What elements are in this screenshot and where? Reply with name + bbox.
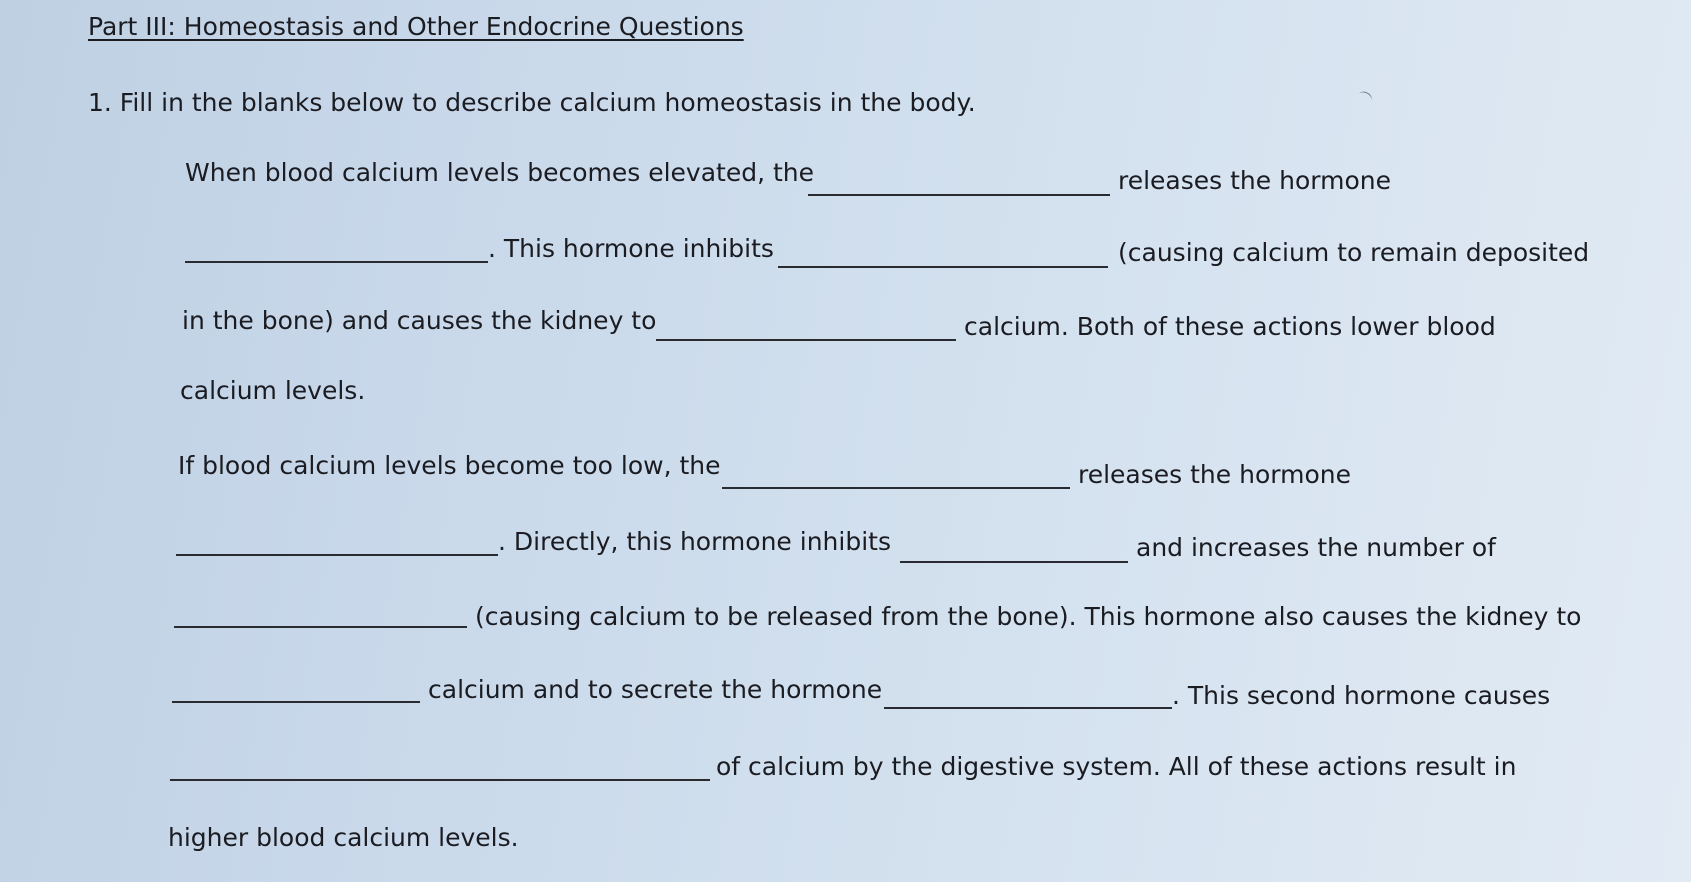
blank-2-hormone[interactable]	[185, 261, 488, 263]
p2-line2-text: . Directly, this hormone inhibits	[498, 527, 891, 556]
pen-mark	[1356, 89, 1374, 105]
p1-line1-text: When blood calcium levels becomes elevated, the	[185, 158, 815, 187]
p1-line1-after: releases the hormone	[1118, 166, 1391, 195]
p2-line1-after: releases the hormone	[1078, 460, 1351, 489]
p1-line2-text: . This hormone inhibits	[488, 234, 774, 263]
blank-7-cell-type[interactable]	[900, 561, 1128, 563]
p2-line1-text: If blood calcium levels become too low, the	[178, 451, 721, 480]
p2-line4-text: calcium and to secrete the hormone	[428, 675, 883, 704]
blank-10-hormone[interactable]	[884, 707, 1172, 709]
blank-5-gland[interactable]	[722, 487, 1070, 489]
p2-line5-text: of calcium by the digestive system. All of these actions result in	[716, 752, 1517, 781]
p1-line3-after: calcium. Both of these actions lower blood	[964, 312, 1496, 341]
p1-line3-text: in the bone) and causes the kidney to	[182, 306, 657, 335]
p2-line6-text: higher blood calcium levels.	[168, 823, 519, 852]
blank-1-gland[interactable]	[808, 194, 1110, 196]
blank-4-kidney-action[interactable]	[656, 339, 956, 341]
section-heading: Part III: Homeostasis and Other Endocrine Questions	[88, 12, 744, 41]
p1-line2-after: (causing calcium to remain deposited	[1118, 238, 1590, 267]
blank-11-digestive-action[interactable]	[170, 779, 710, 781]
blank-3-cell-type[interactable]	[778, 266, 1108, 268]
p2-line3-text: (causing calcium to be released from the bone). This hormone also causes the kidney to	[475, 602, 1582, 631]
p2-line4-after: . This second hormone causes	[1172, 681, 1551, 710]
p2-line2-after: and increases the number of	[1136, 533, 1496, 562]
question-1-prompt: 1. Fill in the blanks below to describe calcium homeostasis in the body.	[88, 88, 976, 117]
blank-9-kidney-action[interactable]	[172, 701, 420, 703]
blank-8-cell-type[interactable]	[174, 626, 467, 628]
p1-line4-text: calcium levels.	[180, 376, 366, 405]
blank-6-hormone[interactable]	[176, 554, 498, 556]
